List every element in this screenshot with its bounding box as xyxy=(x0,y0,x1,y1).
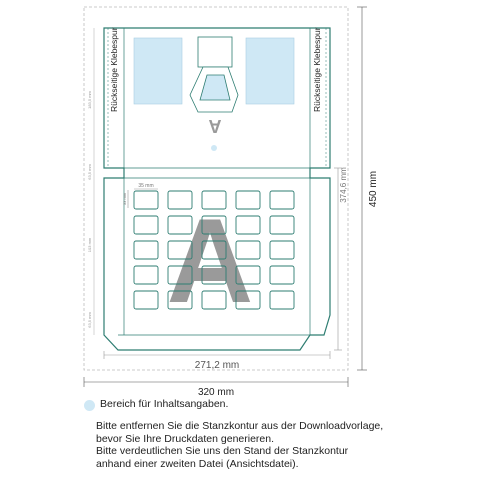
cell-height-label: 33 mm xyxy=(122,192,127,206)
content-area-legend-swatch xyxy=(84,400,95,411)
note-line: Bitte verdeutlichen Sie uns den Stand der Stanzkontur xyxy=(96,445,349,457)
note-line: Bitte entfernen Sie die Stanzkontur aus der Downloadvorlage, xyxy=(96,420,384,432)
total-height-label: 450 mm xyxy=(368,170,379,208)
glue-label-left: Rückseitige Klebespur xyxy=(109,27,119,112)
big-letter: A xyxy=(166,194,254,328)
hole-marker xyxy=(211,145,217,151)
glue-label-right: Rückseitige Klebespur xyxy=(312,27,322,112)
note-line: anhand einer zweiten Datei (Ansichtsdatei). xyxy=(96,457,299,470)
cell-width-label: 35 mm xyxy=(138,183,154,189)
content-area-right xyxy=(246,38,294,104)
notes-block xyxy=(96,420,396,470)
content-area-left xyxy=(134,38,182,104)
left-dim-3: 103 mm xyxy=(87,237,92,253)
total-width-label: 320 mm xyxy=(197,387,235,398)
left-dim-4: 63,5 mm xyxy=(87,312,92,328)
inner-width-label: 271,2 mm xyxy=(194,360,240,371)
small-letter: A xyxy=(208,116,222,136)
right-height-label: 374,6 mm xyxy=(339,167,348,203)
left-dim-2: 63,5 mm xyxy=(87,164,92,180)
note-line: bevor Sie Ihre Druckdaten generieren. xyxy=(96,432,275,445)
legend-label: Bereich für Inhaltsangaben. xyxy=(100,398,229,410)
left-dim-1: 183,5 mm xyxy=(87,91,92,109)
